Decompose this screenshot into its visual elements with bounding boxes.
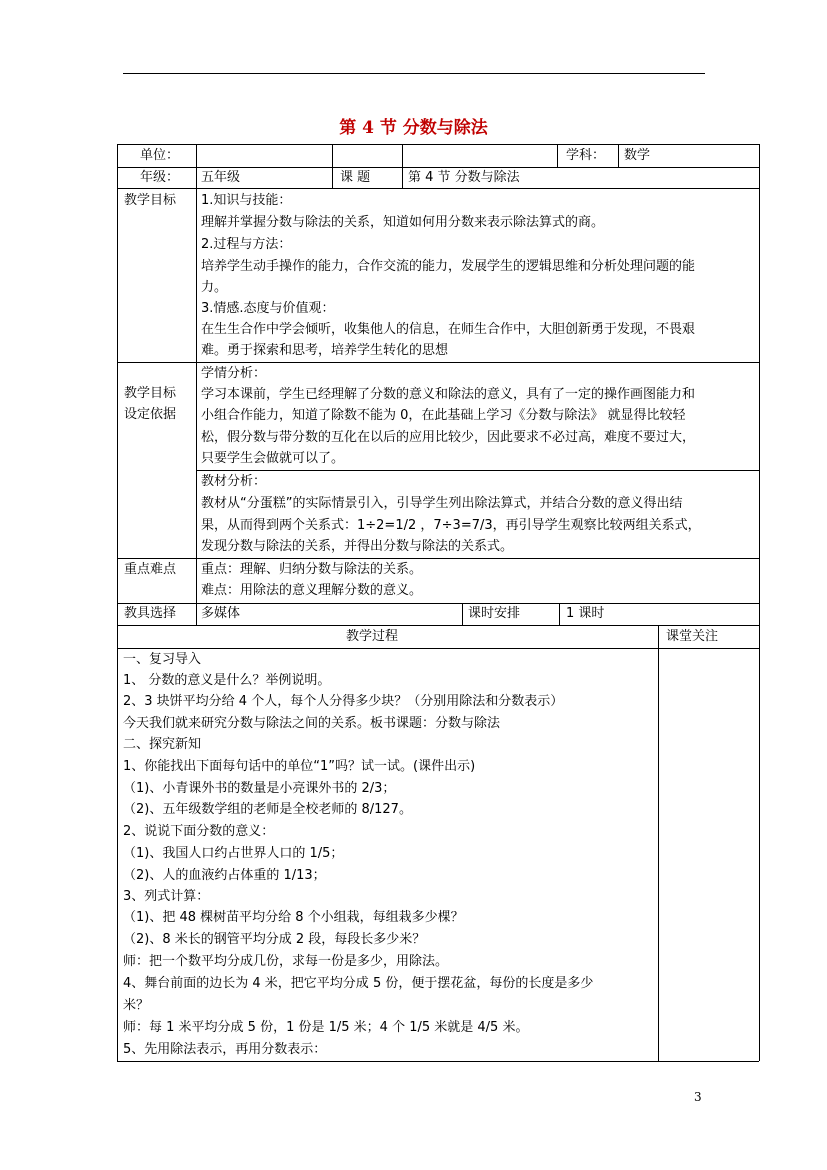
row-divider [117,648,759,649]
schedule-label: 课时安排 [468,606,521,621]
process-line: （1)、我国人口约占世界人口的 1/5； [123,846,344,861]
row-divider [196,470,759,471]
process-line: 师：把一个数平均分成几份，求每一份是多少，用除法。 [123,954,449,969]
student-analysis-line: 学情分析： [201,366,267,381]
process-line: 米？ [123,998,150,1013]
goals-line: 理解并掌握分数与除法的关系，知道如何用分数来表示除法算式的商。 [201,215,605,230]
row-divider [117,362,759,363]
subject-value: 数学 [624,148,651,163]
process-line: 1、你能找出下面每句话中的单位“1”吗？试一试。(课件出示) [123,759,476,774]
process-line: （1)、把 48 棵树苗平均分给 8 个小组栽，每组栽多少棵？ [123,910,464,925]
topic-label: 课 题 [340,170,371,185]
row-divider [117,144,759,145]
process-line: 2、说说下面分数的意义： [123,824,275,839]
col-divider [658,625,659,1061]
row-divider [117,1061,759,1062]
page-number: 3 [694,1090,702,1104]
goals-line: 难。勇于探索和思考，培养学生转化的思想 [201,343,449,358]
grade-label: 年级： [140,170,180,185]
schedule-value: 1 课时 [566,606,605,621]
col-divider [618,144,619,167]
material-analysis-line: 发现分数与除法的关系，并得出分数与除法的关系式。 [201,539,514,554]
side-header: 课堂关注 [666,629,719,644]
process-line: （2)、8 米长的钢管平均分成 2 段，每段长多少米？ [123,932,426,947]
basis-label: 设定依据 [124,407,177,422]
row-divider [117,625,759,626]
row-divider [117,558,759,559]
table-border-left [117,144,118,1061]
student-analysis-line: 只要学生会做就可以了。 [201,451,345,466]
grade-value: 五年级 [201,170,241,185]
basis-label: 教学目标 [124,386,177,401]
tools-value: 多媒体 [201,606,241,621]
goals-line: 1.知识与技能： [201,193,292,208]
row-divider [117,188,759,189]
col-divider [557,144,558,167]
tools-label: 教具选择 [124,606,177,621]
material-analysis-line: 果，从而得到两个关系式：1÷2=1/2 ，7÷3=7/3，再引导学生观察比较两组关系式， [201,518,701,533]
col-divider [559,603,560,625]
col-divider [402,144,403,188]
process-line: 今天我们就来研究分数与除法之间的关系。板书课题：分数与除法 [123,716,501,731]
material-analysis-line: 教材从“分蛋糕”的实际情景引入，引导学生列出除法算式，并结合分数的意义得出结 [201,496,683,511]
student-analysis-line: 学习本课前，学生已经理解了分数的意义和除法的意义，具有了一定的操作画图能力和 [201,387,696,402]
process-header: 教学过程 [346,629,399,644]
process-line: 4、舞台前面的边长为 4 米，把它平均分成 5 份，便于摆花盆，每份的长度是多少 [123,976,594,991]
col-divider [332,144,333,188]
process-line: 一、复习导入 [123,652,202,667]
process-line: （1)、小青课外书的数量是小亮课外书的 2/3； [123,781,396,796]
process-line: 1、 分数的意义是什么？举例说明。 [123,673,331,688]
goals-line: 在生生合作中学会倾听，收集他人的信息，在师生合作中，大胆创新勇于发现，不畏艰 [201,322,696,337]
header-rule [123,73,705,74]
topic-value: 第 4 节 分数与除法 [408,170,520,185]
process-line: 师：每 1 米平均分成 5 份，1 份是 1/5 米；4 个 1/5 米就是 4/5 米。 [123,1020,529,1035]
goals-line: 培养学生动手操作的能力，合作交流的能力，发展学生的逻辑思维和分析处理问题的能 [201,259,696,274]
process-line: 3、列式计算： [123,889,210,904]
student-analysis-line: 小组合作能力，知道了除数不能为 0，在此基础上学习《分数与除法》 就显得比较轻 [201,408,686,423]
subject-label: 学科： [566,148,606,163]
process-line: 5、先用除法表示，再用分数表示： [123,1042,327,1057]
col-divider [196,144,197,625]
col-divider [462,603,463,625]
goals-line: 2.过程与方法： [201,237,292,252]
page-title: 第 4 节 分数与除法 [339,118,488,138]
process-line: 2、3 块饼平均分给 4 个人，每个人分得多少块？（分别用除法和分数表示） [123,694,564,709]
table-border-right [759,144,760,1061]
key-points-label: 重点难点 [124,562,177,577]
key-point-line: 重点：理解、归纳分数与除法的关系。 [201,562,423,577]
student-analysis-line: 松，假分数与带分数的互化在以后的应用比较少，因此要求不必过高，难度不要过大， [201,430,696,445]
key-point-line: 难点：用除法的意义理解分数的意义。 [201,583,423,598]
goals-label: 教学目标 [124,193,177,208]
process-line: （2)、五年级数学组的老师是全校老师的 8/127。 [123,802,412,817]
material-analysis-line: 教材分析： [201,474,267,489]
goals-line: 3.情感.态度与价值观： [201,301,335,316]
unit-label: 单位： [140,148,180,163]
process-line: （2)、人的血液约占体重的 1/13； [123,868,326,883]
process-line: 二、探究新知 [123,737,202,752]
goals-line: 力。 [201,280,228,295]
